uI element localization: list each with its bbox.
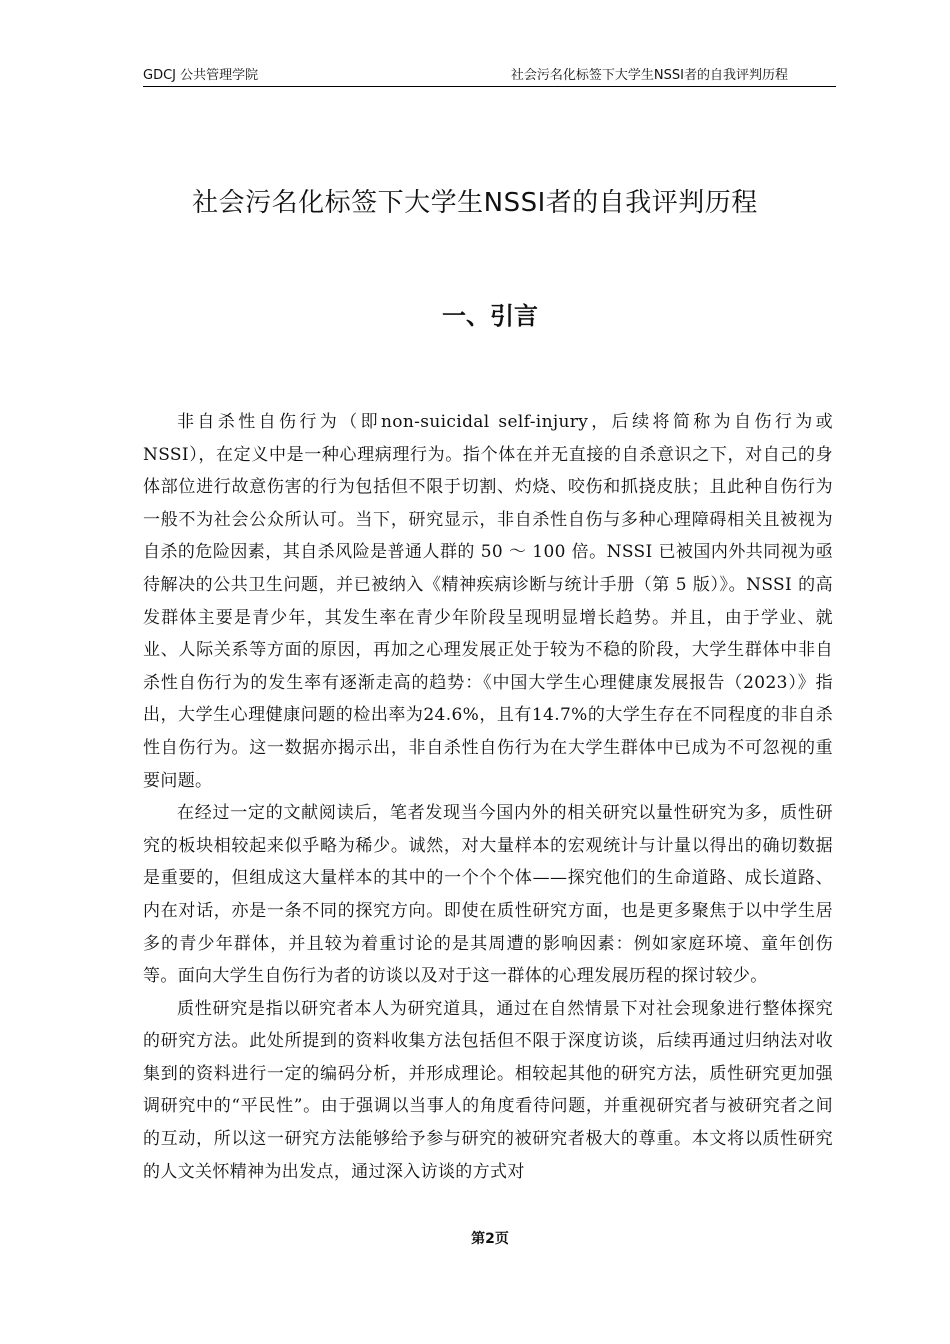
paragraph: 质性研究是指以研究者本人为研究道具，通过在自然情景下对社会现象进行整体探究的研究方法。此处所提到的资料收集方法包括但不限于深度访谈，后续再通过归纳法对收集到的资料进行一定的编码分析，并形成理论。相较起其他的研究方法，质性研究更加强调研究中的“平民性”。由于强调以当事人的角度看待问题，并重视研究者与被研究者之间的互动，所以这一研究方法能够给予参与研究的被研究者极大的尊重。本文将以质性研究的人文关怀精神为出发点，通过深入访谈的方式对 [143,998,833,1182]
page-header [143,66,836,87]
section-heading: 一、引言 [442,302,538,330]
paragraph: 在经过一定的文献阅读后，笔者发现当今国内外的相关研究以量性研究为多，质性研究的板块相较起来似乎略为稀少。诚然，对大量样本的宏观统计与计量以得出的确切数据是重要的，但组成这大量样本的其中的一个个个体——探究他们的生命道路、成长道路、内在对话，亦是一条不同的探究方向。即使在质性研究方面，也是更多聚焦于以中学生居多的青少年群体，并且较为着重讨论的是其周遭的影响因素：例如家庭环境、童年创伤等。面向大学生自伤行为者的访谈以及对于这一群体的心理发展历程的探讨较少。 [143,803,833,987]
header-running-title: 社会污名化标签下大学生NSSI者的自我评判历程 [510,68,788,83]
header-institution: GDCJ 公共管理学院 [143,68,259,83]
document-title: 社会污名化标签下大学生NSSI者的自我评判历程 [192,188,758,218]
paragraph: 非自杀性自伤行为（即non-suicidal self-injury，后续将简称为自伤行为或NSSI），在定义中是一种心理病理行为。指个体在并无直接的自杀意识之下，对自己的身体部位进行故意伤害的行为包括但不限于切割、灼烧、咬伤和抓挠皮肤；且此种自伤行为一般不为社会公众所认可。当下，研究显示，非自杀性自伤与多种心理障碍相关且被视为自杀的危险因素，其自杀风险是普通人群的 50 ～ 100 倍。NSSI 已被国内外共同视为亟待解决的公共卫生问题，并已被纳入《精神疾病诊断与统计手册（第 5 版）》。NSSI 的高发群体主要是青少年，其发生率在青少年阶段呈现明显增长趋势。并且，由于学业、就业、人际关系等方面的原因，再加之心理发展正处于较为不稳的阶段，大学生群体中非自杀性自伤行为的发生率有逐渐走高的趋势：《中国大学生心理健康发展报告（2023）》指出，大学生心理健康问题的检出率为24.6%，且有14.7%的大学生存在不同程度的非自杀性自伤行为。这一数据亦揭示出，非自杀性自伤行为在大学生群体中已成为不可忽视的重要问题。 [143,412,833,791]
page-number: 第2页 [471,1231,509,1247]
body-text [143,406,833,1188]
